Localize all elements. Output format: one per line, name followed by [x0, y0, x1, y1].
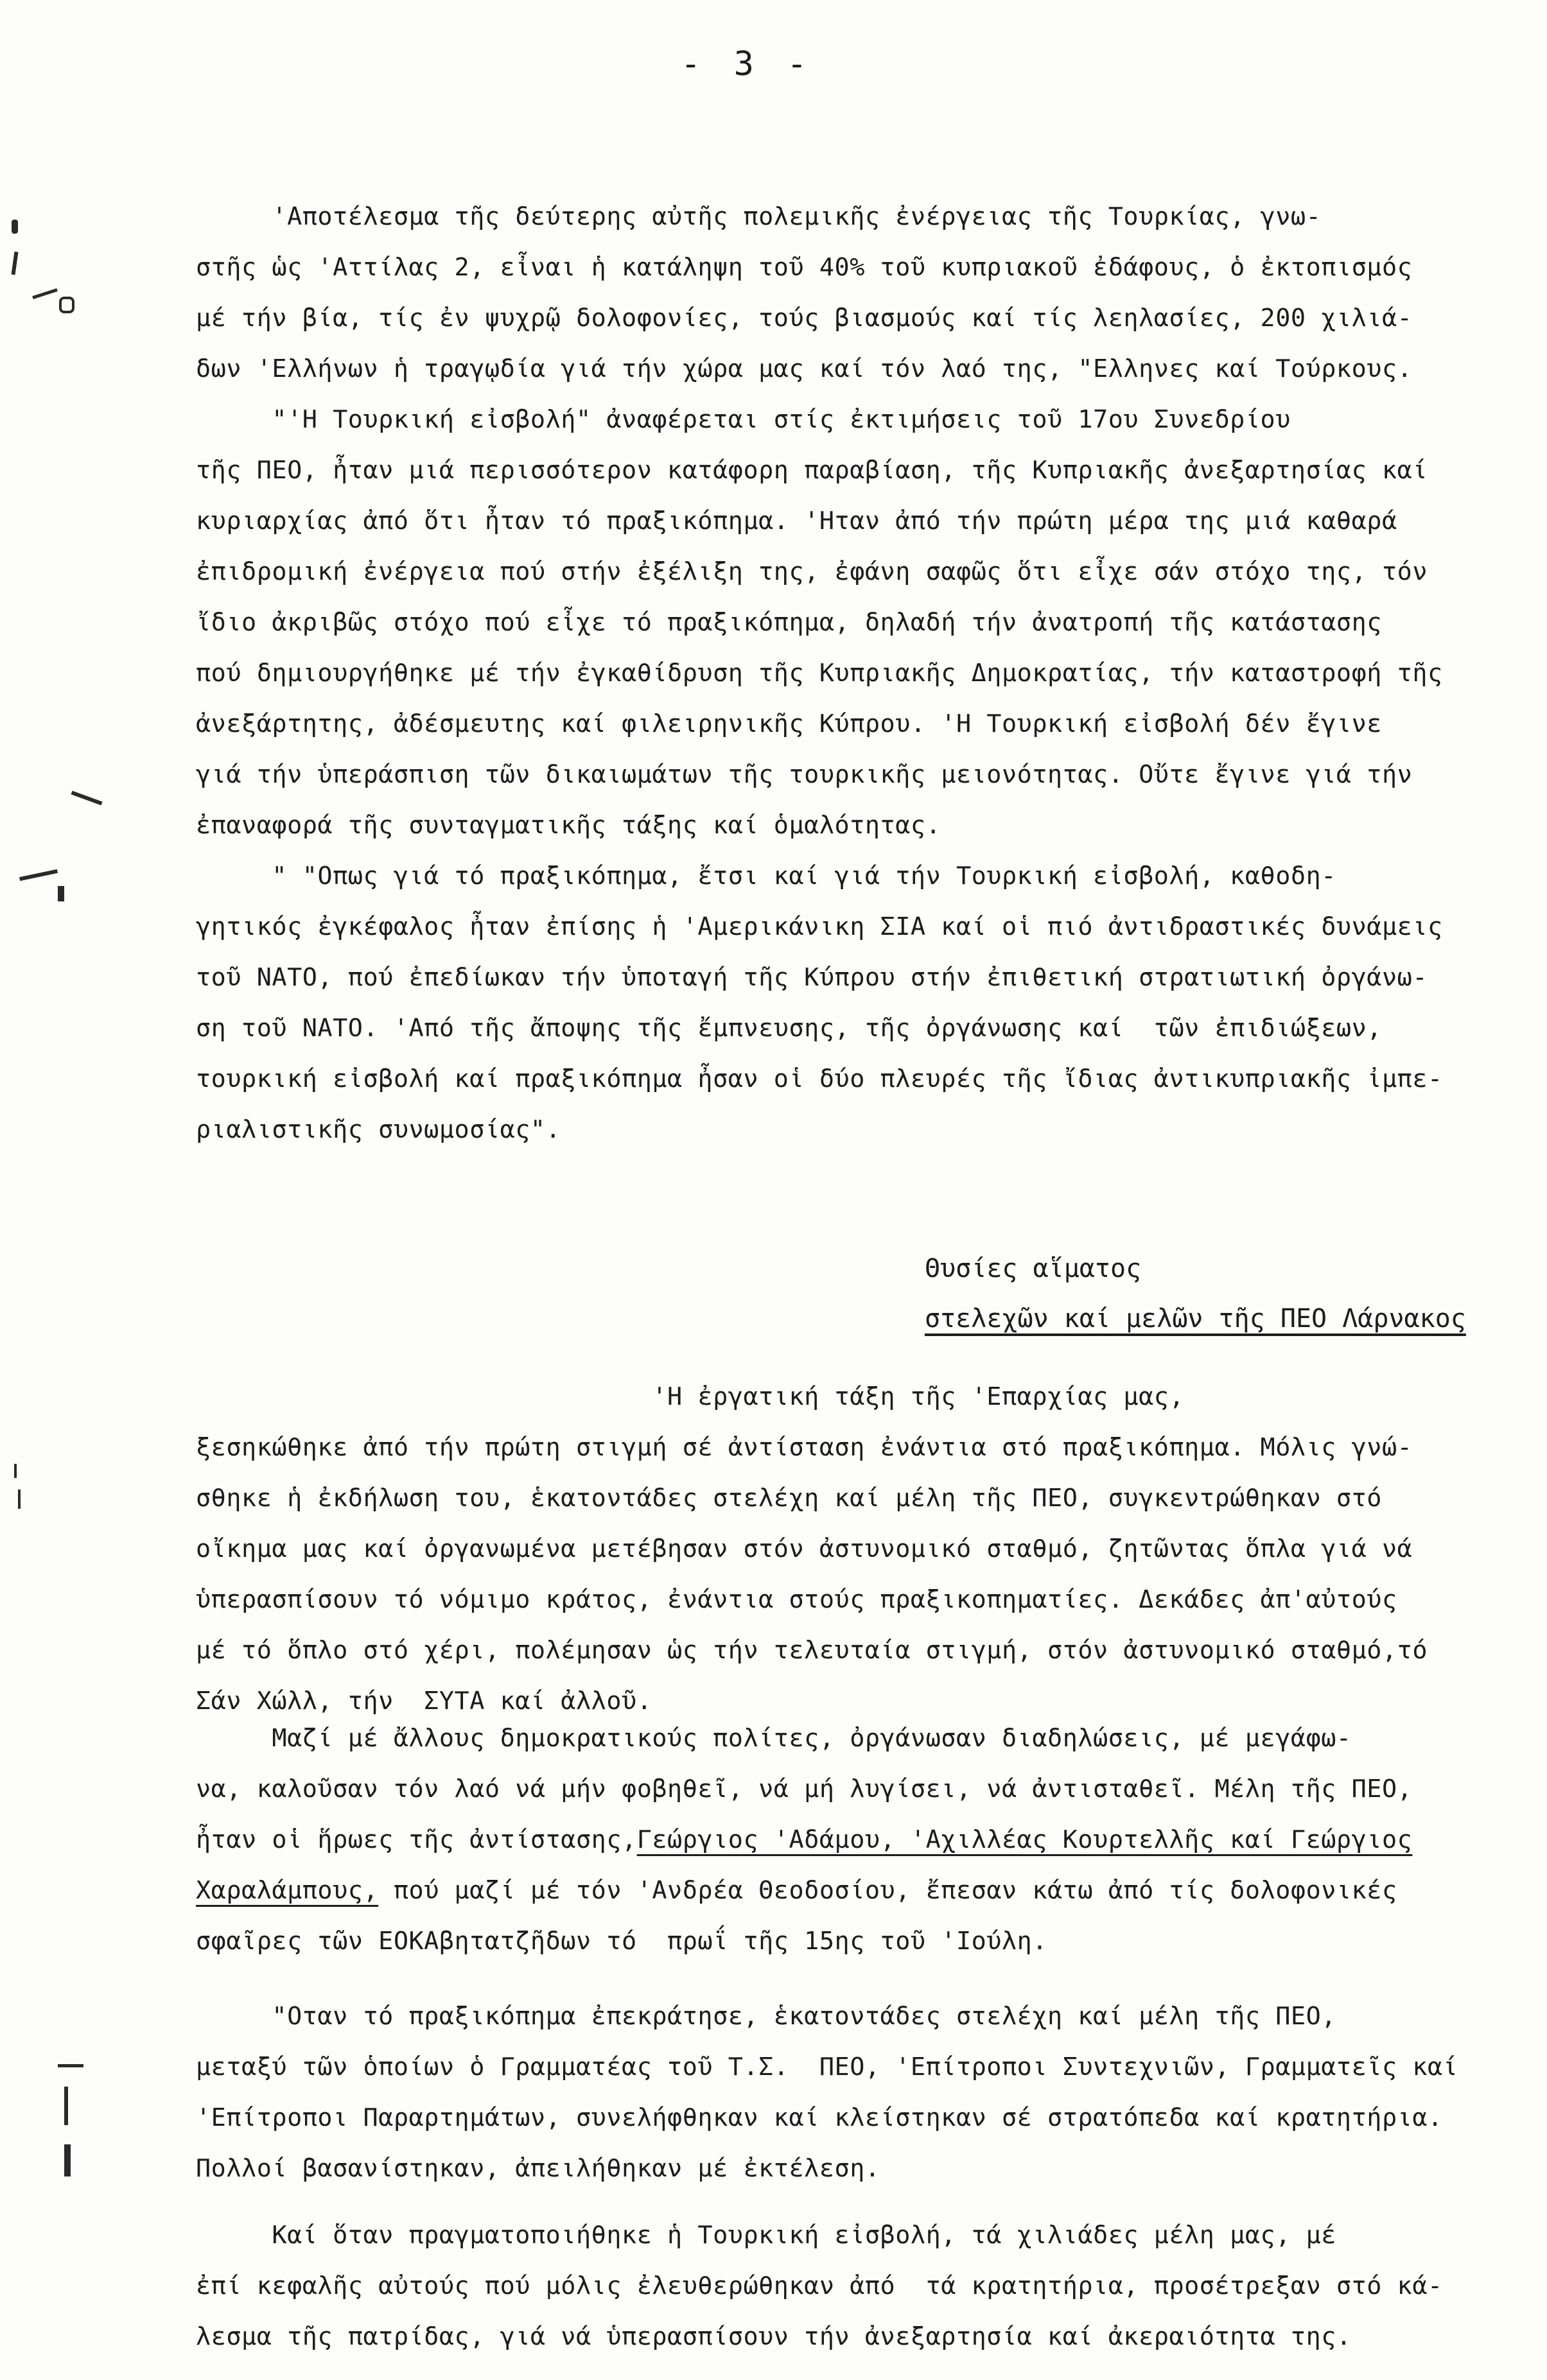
text-line: να, καλοῦσαν τόν λαό νά μήν φοβηθεῖ, νά μή λυγίσει, νά ἀντισταθεῖ. Μέλη τῆς ΠΕΟ,: [196, 1775, 1413, 1803]
scan-speck: [58, 2064, 83, 2067]
text-line: ἀνεξάρτητης, ἀδέσμευτης καί φιλειρηνικῆς Κύπρου. 'Η Τουρκική εἰσβολή δέν ἔγινε: [196, 709, 1382, 738]
section-heading-line2: στελεχῶν καί μελῶν τῆς ΠΕΟ Λάρνακος: [925, 1304, 1466, 1333]
scan-speck: [58, 886, 64, 901]
text-line: ἐπαναφορά τῆς συνταγματικῆς τάξης καί ὁμαλότητας.: [196, 811, 941, 840]
text-line: ἐπιδρομική ἐνέργεια πού στήν ἐξέλιξη της, ἐφάνη σαφῶς ὅτι εἶχε σάν στόχο της, τόν: [196, 557, 1428, 586]
scan-speck: [19, 869, 58, 881]
text-line: μέ τήν βία, τίς ἐν ψυχρῷ δολοφονίες, τούς βιασμούς καί τίς λεηλασίες, 200 χιλιά-: [196, 304, 1413, 333]
scan-speck: [32, 288, 58, 299]
paragraph-attila: [196, 191, 1544, 394]
scan-speck: [18, 1490, 21, 1509]
paragraph-invasion-assessment: [196, 394, 1544, 851]
scan-speck: [71, 791, 102, 806]
text-line: " "Οπως γιά τό πραξικόπημα, ἔτσι καί γιά τήν Τουρκική εἰσβολή, καθοδη-: [196, 862, 1336, 890]
text-line: μέ τό ὅπλο στό χέρι, πολέμησαν ὡς τήν τελευταία στιγμή, στόν ἀστυνομικό σταθμό,τό: [196, 1636, 1428, 1665]
section-heading-line1: Θυσίες αἵματος: [925, 1254, 1142, 1283]
text-line: κυριαρχίας ἀπό ὅτι ἦταν τό πραξικόπημα. 'Ηταν ἀπό τήν πρώτη μέρα της μιά καθαρά: [196, 507, 1397, 535]
text-line: Σάν Χώλλ, τήν ΣΥΤΑ καί ἀλλοῦ.: [196, 1687, 652, 1716]
scan-speck: [59, 297, 74, 313]
text-line: δων 'Ελλήνων ἡ τραγῳδία γιά τήν χώρα μας καί τόν λαό της, "Ελληνες καί Τούρκους.: [196, 354, 1413, 383]
text-line: 'Αποτέλεσμα τῆς δεύτερης αὐτῆς πολεμικῆς ἐνέργειας τῆς Τουρκίας, γνω-: [196, 202, 1322, 231]
paragraph-heroes: [196, 1713, 1544, 1967]
text-line: ριαλιστικῆς συνωμοσίας".: [196, 1115, 561, 1144]
text-line: σθηκε ἡ ἐκδήλωση του, ἑκατοντάδες στελέχη καί μέλη τῆς ΠΕΟ, συγκεντρώθηκαν στό: [196, 1484, 1382, 1513]
scan-speck: [14, 1464, 17, 1478]
text-line: σφαῖρες τῶν ΕΟΚΑβητατζῆδων τό πρωΐ τῆς 15ης τοῦ 'Ιούλη.: [196, 1927, 1048, 1956]
text-line: 'Επίτροποι Παραρτημάτων, συνελήφθηκαν καί κλείστηκαν σέ στρατόπεδα καί κρατητήρια.: [196, 2103, 1443, 2132]
text-line: [196, 1825, 1412, 1854]
text-line: ἐπί κεφαλῆς αὐτούς πού μόλις ἐλευθερώθηκαν ἀπό τά κρατητήρια, προσέτρεξαν στό κά-: [196, 2271, 1443, 2300]
text-line: ση τοῦ ΝΑΤΟ. 'Από τῆς ἄποψης τῆς ἔμπνευσης, τῆς ὀργάνωσης καί τῶν ἐπιδιώξεων,: [196, 1014, 1382, 1043]
text-line: τῆς ΠΕΟ, ἦταν μιά περισσότερον κατάφορη παραβίαση, τῆς Κυπριακῆς ἀνεξαρτησίας καί: [196, 456, 1428, 485]
paragraph-cia-nato: [196, 851, 1544, 1155]
text-line: στῆς ὡς 'Αττίλας 2, εἶναι ἡ κατάληψη τοῦ 40% τοῦ κυπριακοῦ ἐδάφους, ὁ ἐκτοπισμός: [196, 253, 1413, 282]
scan-speck: [64, 2087, 68, 2125]
text-line: οἴκημα μας καί ὀργανωμένα μετέβησαν στόν ἀστυνομικό σταθμό, ζητῶντας ὅπλα γιά νά: [196, 1534, 1413, 1563]
text-line: τοῦ ΝΑΤΟ, πού ἐπεδίωκαν τήν ὑποταγή τῆς Κύπρου στήν ἐπιθετική στρατιωτική ὀργάνω-: [196, 963, 1428, 992]
text-line: ξεσηκώθηκε ἀπό τήν πρώτη στιγμή σέ ἀντίσταση ἐνάντια στό πραξικόπημα. Μόλις γνώ-: [196, 1433, 1413, 1462]
text-line: "Οταν τό πραξικόπημα ἐπεκράτησε, ἑκατοντάδες στελέχη καί μέλη τῆς ΠΕΟ,: [196, 2002, 1336, 2031]
text-line: Πολλοί βασανίστηκαν, ἀπειλήθηκαν μέ ἐκτέλεση.: [196, 2154, 880, 2183]
scan-speck: [64, 2144, 71, 2176]
text-line: 'Η ἐργατική τάξη τῆς 'Επαρχίας μας,: [196, 1382, 1185, 1411]
text-segment: πού μαζί μέ τόν 'Ανδρέα Θεοδοσίου, ἔπεσαν κάτω ἀπό τίς δολοφονικές: [378, 1876, 1397, 1905]
text-line: "'Η Τουρκική εἰσβολή" ἀναφέρεται στίς ἐκτιμήσεις τοῦ 17ου Συνεδρίου: [196, 405, 1291, 434]
hero-names: Γεώργιος 'Αδάμου, 'Αχιλλέας Κουρτελλῆς καί Γεώργιος: [636, 1825, 1413, 1854]
text-line: μεταξύ τῶν ὁποίων ὁ Γραμματέας τοῦ Τ.Σ. ΠΕΟ, 'Επίτροποι Συντεχνιῶν, Γραμματεῖς καί: [196, 2053, 1458, 2081]
scan-speck: [12, 252, 19, 275]
text-line: γητικός ἐγκέφαλος ἦταν ἐπίσης ἡ 'Αμερικάνικη ΣΙΑ καί οἱ πιό ἀντιδραστικές δυνάμεις: [196, 912, 1443, 941]
scan-speck: [12, 220, 18, 234]
paragraph-defense: [196, 2210, 1544, 2362]
text-line: ἴδιο ἀκριβῶς στόχο πού εἶχε τό πραξικόπημα, δηλαδή τήν ἀνατροπή τῆς κατάστασης: [196, 608, 1382, 637]
text-line: γιά τήν ὑπεράσπιση τῶν δικαιωμάτων τῆς τουρκικῆς μειονότητας. Οὔτε ἔγινε γιά τήν: [196, 760, 1413, 789]
text-line: [196, 1876, 1397, 1905]
text-line: Μαζί μέ ἄλλους δημοκρατικούς πολίτες, ὀργάνωσαν διαδηλώσεις, μέ μεγάφω-: [196, 1724, 1352, 1753]
text-line: Καί ὅταν πραγματοποιήθηκε ἡ Τουρκική εἰσβολή, τά χιλιάδες μέλη μας, μέ: [196, 2221, 1336, 2250]
text-line: ὑπερασπίσουν τό νόμιμο κράτος, ἐνάντια στούς πραξικοπηματίες. Δεκάδες ἀπ'αὐτούς: [196, 1585, 1397, 1614]
page-number: - 3 -: [681, 45, 814, 83]
text-line: λεσμα τῆς πατρίδας, γιά νά ὑπερασπίσουν τήν ἀνεξαρτησία καί ἀκεραιότητα της.: [196, 2322, 1352, 2351]
text-line: πού δημιουργήθηκε μέ τήν ἐγκαθίδρυση τῆς Κυπριακῆς Δημοκρατίας, τήν καταστροφή τῆς: [196, 659, 1443, 688]
paragraph-arrests: [196, 1991, 1544, 2194]
paragraph-working-class: [196, 1371, 1544, 1726]
hero-name: Χαραλάμπους,: [196, 1876, 379, 1905]
text-segment: ἦταν οἱ ἥρωες τῆς ἀντίστασης,: [196, 1825, 637, 1854]
text-line: τουρκική εἰσβολή καί πραξικόπημα ἦσαν οἱ δύο πλευρές τῆς ἴδιας ἀντικυπριακῆς ἰμπε-: [196, 1064, 1443, 1093]
